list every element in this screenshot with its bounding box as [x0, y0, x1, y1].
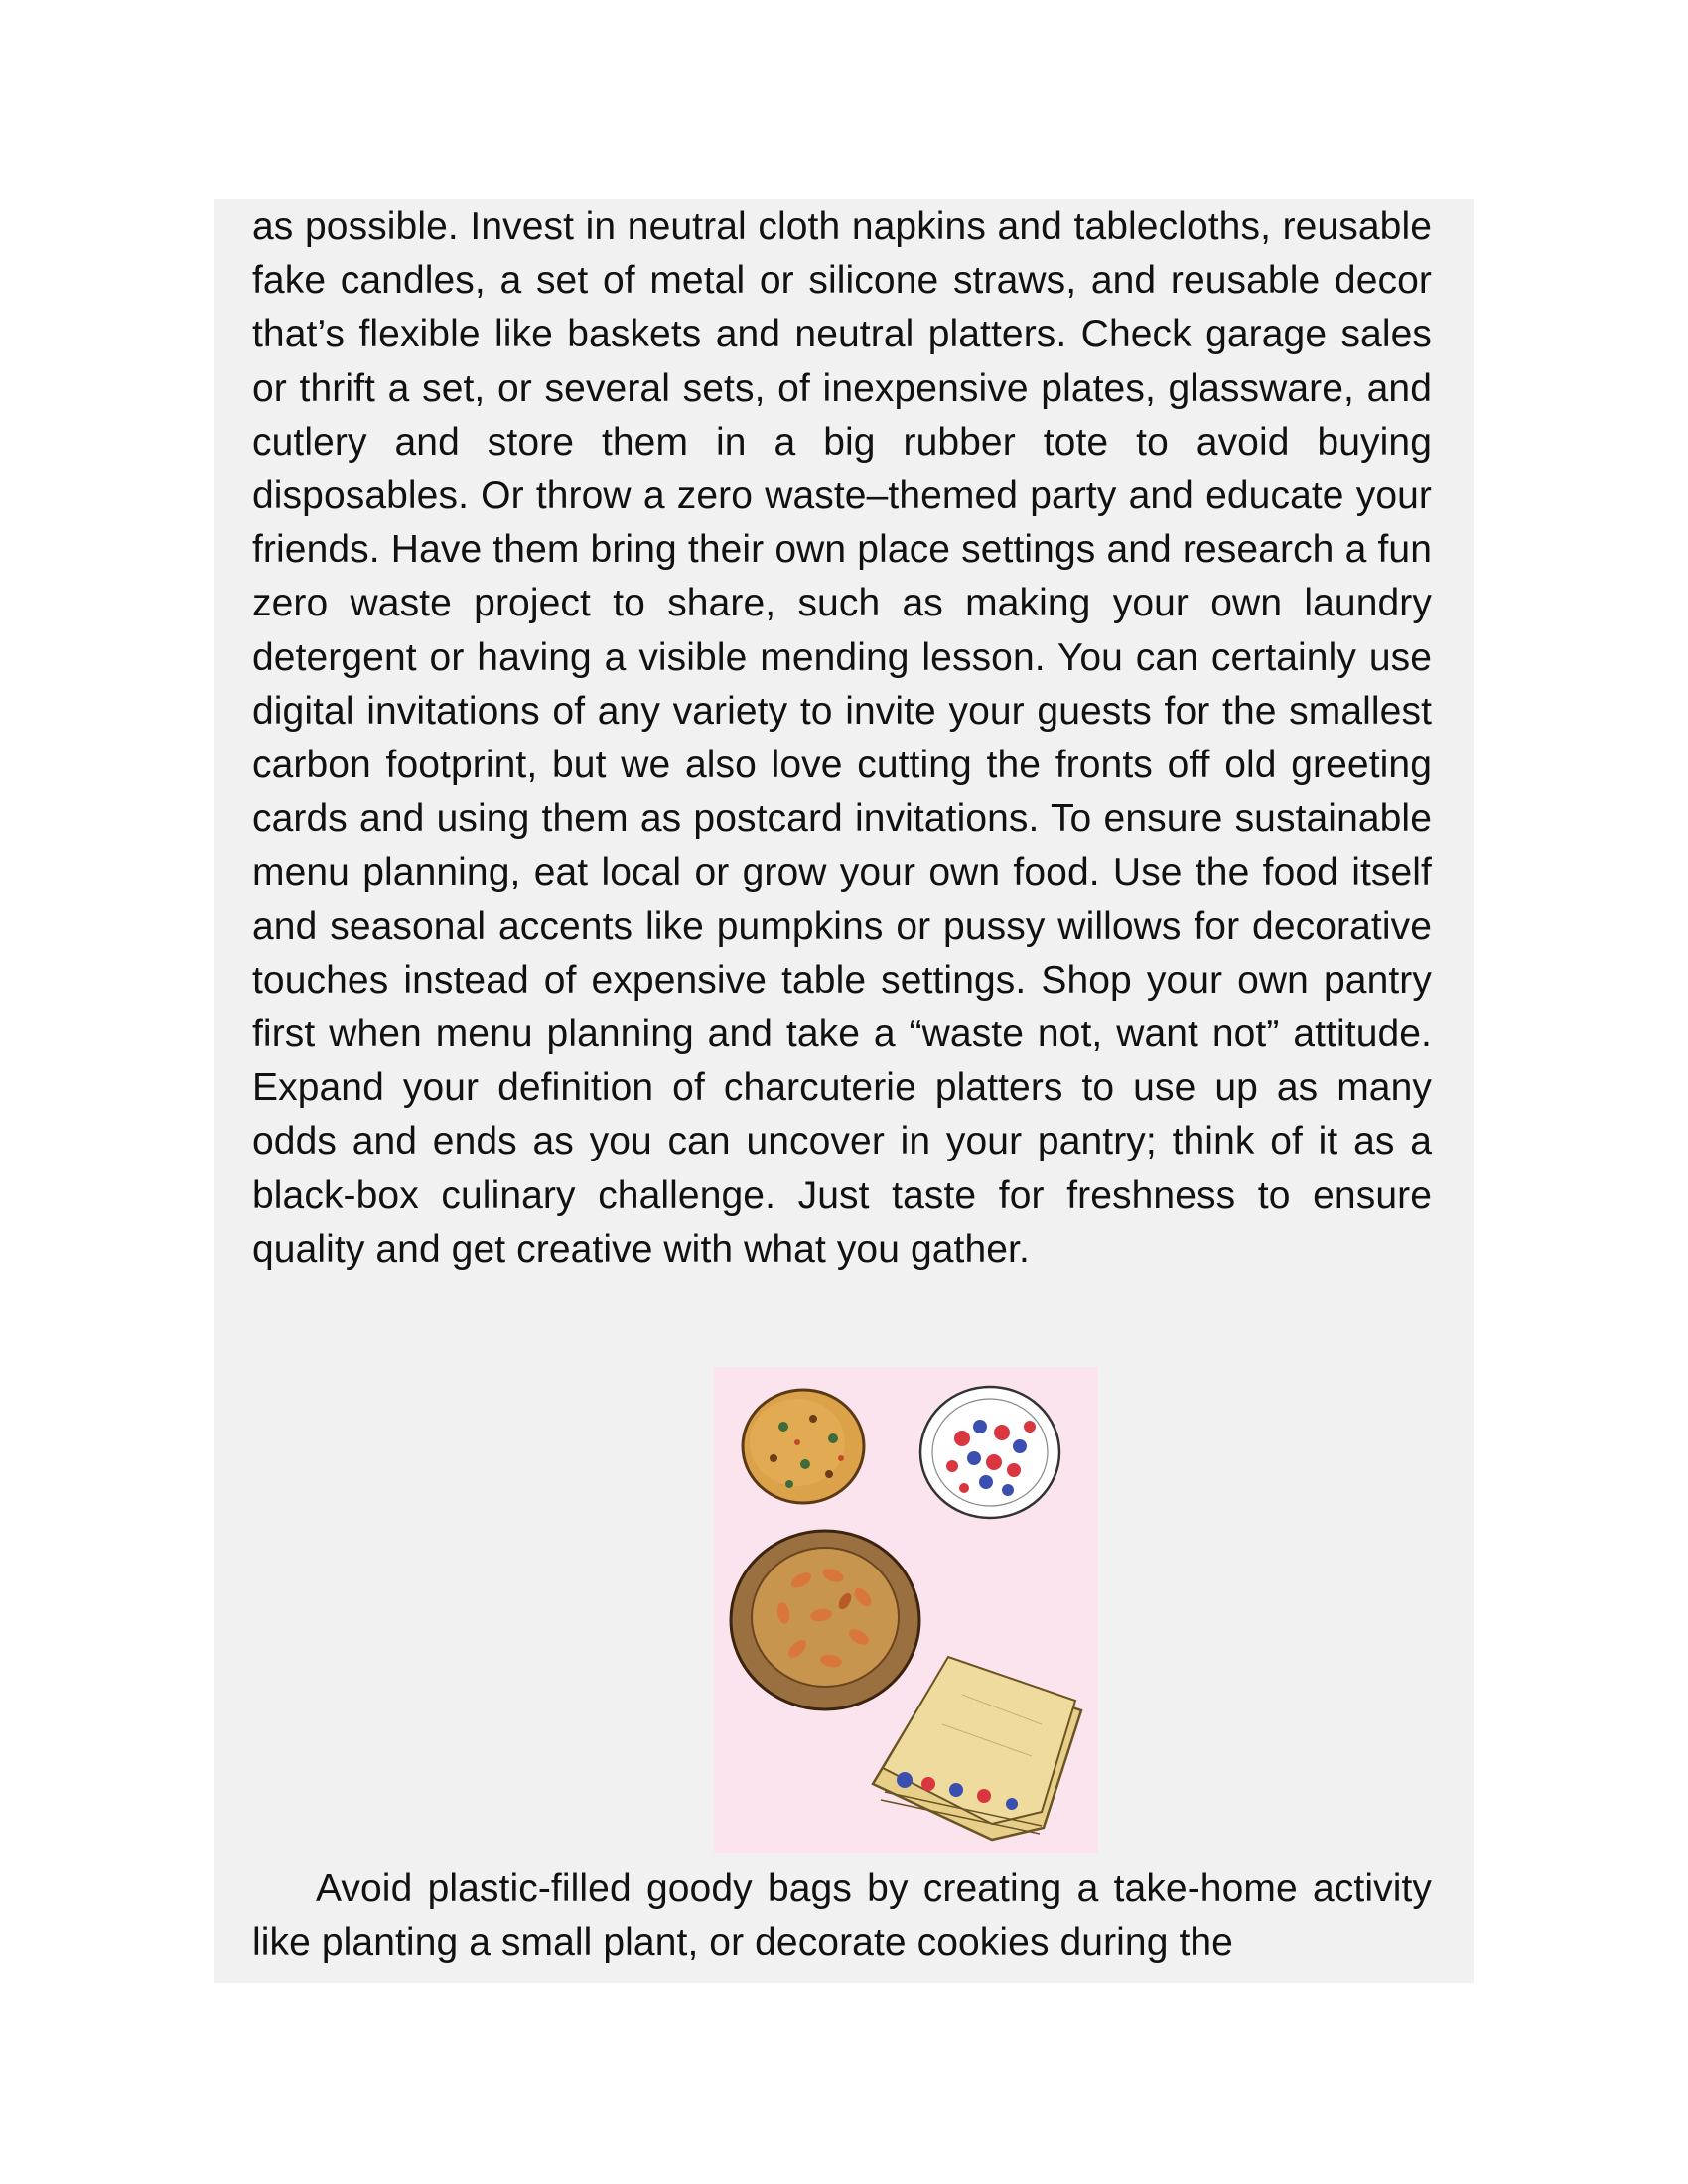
pecan-pie-icon: [731, 1531, 919, 1709]
text-block: [214, 199, 1474, 1983]
layered-sandwich-icon: [873, 1657, 1081, 1840]
body-paragraph: Avoid plastic-filled goody bags by creating a take-home activity like planting a small plant, or decorate cookies during the: [252, 1867, 1432, 1965]
food-illustration: [714, 1367, 1098, 1853]
cookie-icon: [743, 1390, 864, 1503]
berry-plate-icon: [920, 1387, 1059, 1518]
body-paragraph: as possible. Invest in neutral cloth napkins and tablecloths, reusable fake candles, a set of metal or silicone straws, and reusable decor that’s flexible like baskets and neutral platters. Check garage sales or thrift a set, or several sets, of inexpensive plates, glassware, and cutlery and store them in a big rubber tote to avoid buying disposables. Or throw a zero waste–themed party and educate your friends. Have them bring their own place settings and research a fun zero waste project to share, such as making your own laundry detergent or having a visible mending lesson. You can certainly use digital invitations of any variety to invite your guests for the smallest carbon footprint, but we also love cutting the fronts off old greeting cards and using them as postcard invitations. To ensure sustainable menu planning, eat local or grow your own food. Use the food itself and seasonal accents like pumpkins or pussy willows for decorative touches instead of expensive table settings. Shop your own pantry first when menu planning and take a “waste not, want not” attitude. Expand your definition of charcuterie platters to use up as many odds and ends as you can uncover in your pantry; think of it as a black-box culinary challenge. Just taste for freshness to ensure quality and get creative with what you gather.: [252, 205, 1432, 1271]
